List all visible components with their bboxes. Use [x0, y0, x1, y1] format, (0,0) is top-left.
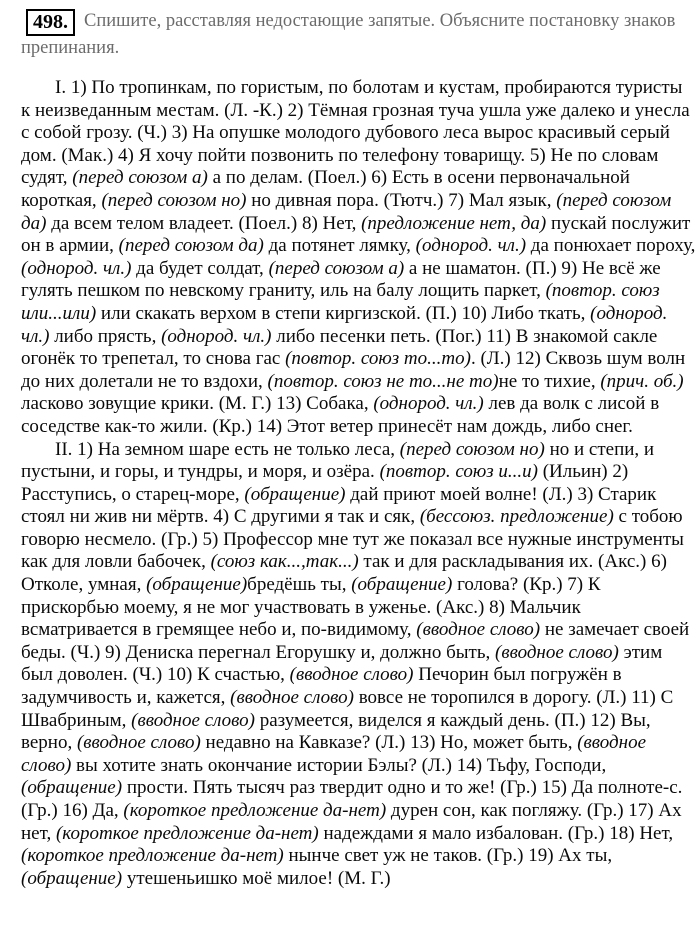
annotation-run: (однород. чл.) [415, 235, 527, 257]
text-run: да потянет лямку, [263, 235, 416, 257]
text-run: Печорин был погружён в задумчивость и, кажется, [21, 664, 622, 709]
annotation-run: (обращение) [21, 777, 123, 799]
annotation-run: (вводное слово) [21, 732, 647, 776]
annotation-run: (вводное слово) [495, 641, 619, 663]
annotation-run: (однород. чл.) [21, 302, 668, 347]
text-run: да всем телом владеет. (Поел.) 8) Нет, [46, 212, 362, 234]
text-run: надеждами я мало избалован. (Гр.) 18) Нет, [318, 822, 674, 844]
annotation-run: (вводное слово) [230, 687, 354, 709]
text-run: но и степи, и пустыни, и горы, и тундры, и моря, и озёра. [21, 438, 655, 483]
text-run: либо песенки петь. (Пог.) 11) В знакомой сакле огонёк то трепетал, то снова гас [21, 325, 658, 370]
text-run: да будет солдат, [131, 257, 269, 279]
annotation-run: (перед союзом а) [72, 167, 208, 189]
annotation-run: (обращение) [21, 867, 123, 889]
text-run: да понюхает пороху, [526, 235, 696, 257]
annotation-run: (однород. чл.) [21, 257, 132, 279]
text-run: II. 1) На земном шаре есть не только леса, [55, 438, 400, 460]
text-run: а по делам. (Поел.) 6) Есть в осени первоначальной короткая, [21, 167, 630, 211]
text-run: . (Л.) 12) Сквозь шум волн до них долетали не то вздохи, [21, 348, 686, 392]
text-run: I. 1) По тропинкам, по гористым, по болотам и кустам, пробираются туристы к неизведанным местам. (Л. -К.) 2) Тёмная грозная туча ушла уже далеко и унесла с собой грозу. (Ч.) 3) На опушке молодого дубового леса вырос красивый серый дом. (Мак.) 4) Я хочу пойти позвонить по телефону товарищу. 5) Не по словам судят, [21, 77, 690, 189]
text-run: нынче свет уж не таков. (Гр.) 19) Ах ты, [283, 845, 613, 867]
text-run: пускай послужит он в армии, [21, 212, 691, 257]
annotation-run: (перед союзом но) [101, 189, 247, 211]
paragraph-I [21, 77, 696, 439]
annotation-run: (вводное слово) [131, 709, 255, 731]
exercise-header [21, 9, 696, 61]
annotation-run: (перед союзом но) [399, 438, 545, 460]
annotation-run: (короткое предложение да-нет) [55, 822, 319, 844]
annotation-run: (обращение) [244, 483, 346, 505]
annotation-run: (короткое предложение да-нет) [21, 845, 284, 867]
text-run: прости. Пять тысяч раз твердит одно и то же! (Гр.) 15) Да полноте-с. (Гр.) 16) Да, [21, 777, 683, 821]
annotation-run: (вводное слово) [416, 619, 541, 641]
text-run: не то тихие, [498, 370, 601, 392]
exercise-number: 498. [26, 9, 75, 36]
annotation-run: (бессоюз. предложение) [419, 506, 614, 528]
annotation-run: (перед союзом да) [118, 235, 264, 257]
text-run: ласково зовущие крики. (М. Г.) 13) Собака, [21, 393, 374, 415]
paragraph-II [21, 439, 696, 891]
text-run: недавно на Кавказе? (Л.) 13) Но, может быть, [200, 732, 578, 754]
annotation-run: (повтор. союз или...или) [21, 280, 660, 324]
text-run: с тобою говорю несмело. (Гр.) 5) Профессор мне тут же показал все нужные инструменты как для ловли бабочек, [21, 506, 684, 573]
text-run: (Ильин) 2) Расступись, о старец-море, [21, 461, 629, 505]
annotation-run: (однород. чл.) [373, 393, 484, 415]
text-run: вы хотите знать окончание истории Бэлы? (Л.) 14) Тьфу, Господи, [71, 754, 607, 776]
text-run: вовсе не торопился в дорогу. (Л.) 11) С Швабриным, [21, 687, 674, 731]
annotation-run: (повтор. союз не то...не то) [267, 370, 499, 392]
text-run: дай приют моей волне! (Л.) 3) Старик стоял ни жив ни мёртв. 4) С другими я так и сяк, [21, 483, 657, 528]
annotation-run: (короткое предложение да-нет) [123, 800, 387, 821]
text-run: или скакать верхом в степи киргизской. (П.) 10) Либо ткать, [96, 302, 591, 324]
annotation-run: (повтор. союз и...и) [379, 461, 538, 483]
text-run: голова? (Кр.) 7) К прискорбью моему, я не мог участвовать в уженье. (Акс.) 8) Мальчик всматривается в гремящее небо и, по-видимому, [21, 574, 601, 641]
text-run: а не шаматон. (П.) 9) Не всё же гулять пешком по невскому граниту, иль на балу лощить паркет, [21, 257, 661, 302]
annotation-run: (однород. чл.) [161, 325, 272, 347]
text-run: разумеется, виделся я каждый день. (П.) 12) Вы, верно, [21, 709, 651, 754]
annotation-run: (перед союзом а) [268, 257, 405, 279]
text-run: утешеньишко моё милое! (М. Г.) [122, 867, 391, 889]
annotation-run: (вводное слово) [76, 732, 201, 754]
text-run: дурен сон, как погляжу. (Гр.) 17) Ах нет, [21, 800, 682, 844]
annotation-run: (прич. об.) [600, 370, 684, 392]
text-run: этим был доволен. (Ч.) 10) К счастью, [21, 641, 663, 686]
text-run: так и для раскладывания их. (Акс.) 6) Отколе, умная, [21, 551, 667, 596]
annotation-run: (союз как...,так...) [210, 551, 359, 573]
annotation-run: (обращение) [351, 574, 453, 596]
annotation-run: (вводное слово) [289, 664, 414, 686]
exercise-instruction: Спишите, расставляя недостающие запятые. Объясните постановку знаков препинания. [21, 11, 676, 58]
annotation-run: (повтор. союз то...то) [285, 348, 471, 370]
text-run: бредёшь ты, [247, 574, 352, 596]
exercise-text [21, 77, 696, 890]
annotation-run: (обращение) [146, 574, 248, 596]
text-run: либо прясть, [49, 325, 162, 347]
text-run: не замечает своей беды. (Ч.) 9) Дениска перегнал Егорушку и, должно быть, [21, 619, 690, 663]
text-run: но дивная пора. (Тютч.) 7) Мал язык, [246, 189, 557, 211]
annotation-run: (предложение нет, да) [361, 212, 547, 234]
text-run: лев да волк с лисой в соседстве как-то жили. (Кр.) 14) Этот ветер принесёт нам дождь, либо снег. [21, 393, 660, 437]
annotation-run: (перед союзом да) [21, 189, 672, 234]
